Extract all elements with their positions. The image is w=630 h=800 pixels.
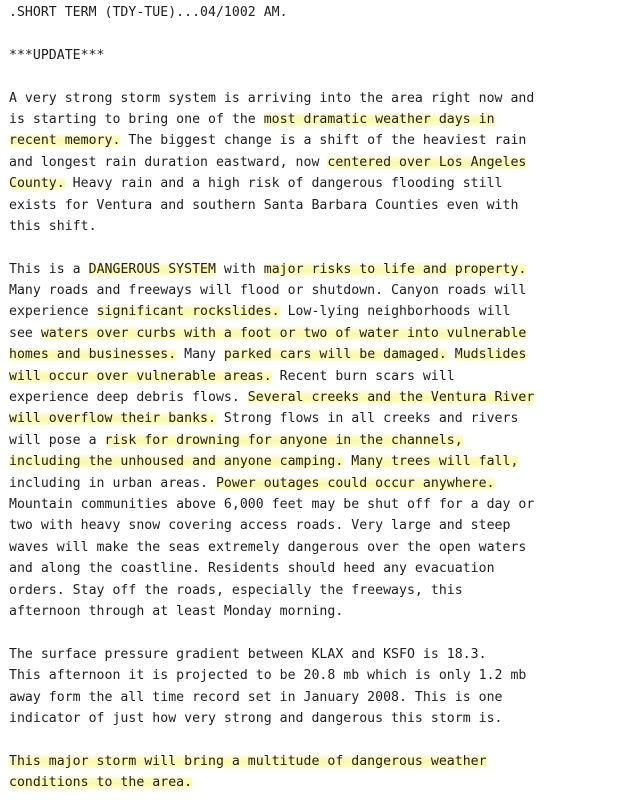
- text-line: [9, 408, 627, 429]
- text-segment: Many: [176, 347, 224, 363]
- text-segment: with: [215, 261, 264, 277]
- text-line: [9, 537, 627, 558]
- text-line: [9, 687, 627, 708]
- text-segment: afternoon through at least Monday morning.: [9, 603, 344, 619]
- highlighted-phrase: recent memory.: [9, 133, 121, 149]
- text-segment: is starting to bring one of the: [9, 111, 264, 127]
- text-line: [9, 366, 627, 387]
- text-line: [9, 195, 627, 216]
- text-line: [9, 2, 627, 23]
- highlighted-phrase: will occur over vulnerable areas.: [9, 368, 272, 384]
- text-segment: will pose a: [9, 432, 105, 448]
- highlighted-phrase: parked cars will be damaged.: [223, 347, 447, 363]
- text-line: [9, 473, 627, 494]
- text-segment: .SHORT TERM (TDY-TUE)...04/1002 AM.: [9, 5, 288, 20]
- highlighted-phrase: significant rockslides.: [96, 304, 280, 320]
- text-segment: [447, 347, 455, 362]
- highlighted-phrase: risk for drowning for anyone in the channels,: [104, 432, 463, 448]
- text-segment: Recent burn scars will: [271, 368, 455, 384]
- text-segment: experience: [9, 304, 97, 320]
- text-line: [9, 772, 627, 793]
- text-line: [9, 45, 627, 66]
- text-line: [9, 430, 627, 451]
- text-line: [9, 152, 627, 173]
- highlighted-phrase: will overflow their banks.: [9, 411, 216, 427]
- highlighted-phrase: DANGEROUS SYSTEM: [88, 261, 216, 277]
- blank-line: [9, 66, 627, 87]
- text-segment: experience deep debris flows.: [9, 390, 248, 406]
- highlighted-phrase: homes and businesses.: [9, 347, 177, 363]
- text-line: [9, 216, 627, 237]
- highlighted-phrase: Mudslides: [454, 347, 527, 363]
- text-line: [9, 665, 627, 686]
- highlighted-phrase: County.: [9, 176, 65, 192]
- text-segment: and longest rain duration eastward, now: [9, 154, 328, 170]
- text-line: [9, 323, 627, 344]
- text-line: [9, 601, 627, 622]
- text-segment: Strong flows in all creeks and rivers: [215, 411, 519, 427]
- text-segment: indicator of just how very strong and dangerous this storm is.: [9, 710, 503, 726]
- text-segment: A very strong storm system is arriving into the area right now and: [9, 90, 535, 106]
- text-segment: Mountain communities above 6,000 feet may be shut off for a day or: [9, 496, 535, 512]
- highlighted-phrase: including the unhoused and anyone camping.: [9, 454, 344, 470]
- highlighted-phrase: waters over curbs with a foot or two of water into vulnerable: [40, 325, 527, 341]
- text-segment: including in urban areas.: [9, 475, 216, 491]
- text-segment: waves will make the seas extremely dangerous over the open waters: [9, 539, 527, 555]
- text-line: [9, 751, 627, 772]
- text-line: [9, 580, 627, 601]
- highlighted-phrase: Many trees will fall,: [351, 454, 519, 470]
- text-line: [9, 109, 627, 130]
- blank-line: [9, 729, 627, 750]
- highlighted-phrase: centered over Los Angeles: [327, 154, 527, 170]
- text-line: [9, 173, 627, 194]
- text-line: [9, 515, 627, 536]
- text-segment: orders. Stay off the roads, especially the freeways, this: [9, 582, 463, 598]
- text-segment: see: [9, 325, 41, 341]
- text-line: [9, 451, 627, 472]
- text-segment: Heavy rain and a high risk of dangerous flooding still: [64, 176, 503, 192]
- highlighted-phrase: Power outages could occur anywhere.: [215, 475, 495, 491]
- text-segment: Many roads and freeways will flood or shutdown. Canyon roads will: [9, 283, 527, 299]
- text-segment: Low-lying neighborhoods will: [279, 304, 511, 320]
- blank-line: [9, 23, 627, 44]
- blank-line: [9, 622, 627, 643]
- text-line: [9, 280, 627, 301]
- text-line: [9, 558, 627, 579]
- text-line: [9, 130, 627, 151]
- text-segment: this shift.: [9, 218, 97, 234]
- text-segment: The surface pressure gradient between KLAX and KSFO is 18.3.: [9, 646, 487, 662]
- text-line: [9, 644, 627, 665]
- text-line: [9, 494, 627, 515]
- text-line: [9, 301, 627, 322]
- text-segment: ***UPDATE***: [9, 47, 105, 63]
- text-line: [9, 259, 627, 280]
- text-segment: away form the all time record set in January 2008. This is one: [9, 689, 503, 705]
- text-segment: The biggest change is a shift of the heaviest rain: [120, 133, 527, 149]
- text-segment: exists for Ventura and southern Santa Barbara Counties even with: [9, 197, 519, 213]
- text-line: [9, 344, 627, 365]
- highlighted-phrase: major risks to life and property.: [263, 261, 527, 277]
- text-line: [9, 708, 627, 729]
- text-line: [9, 387, 627, 408]
- highlighted-phrase: Several creeks and the Ventura River: [247, 390, 535, 406]
- text-segment: This afternoon it is projected to be 20.8 mb which is only 1.2 mb: [9, 668, 527, 684]
- highlighted-phrase: conditions to the area.: [9, 775, 193, 791]
- highlighted-phrase: This major storm will bring a multitude of dangerous weather: [9, 753, 487, 769]
- blank-line: [9, 237, 627, 258]
- text-line: [9, 88, 627, 109]
- text-segment: and along the coastline. Residents should heed any evacuation: [9, 561, 495, 577]
- highlighted-phrase: most dramatic weather days in: [263, 111, 495, 127]
- forecast-discussion-text: [9, 2, 627, 793]
- text-segment: This is a: [9, 261, 89, 277]
- text-segment: two with heavy snow covering access roads. Very large and steep: [9, 518, 511, 534]
